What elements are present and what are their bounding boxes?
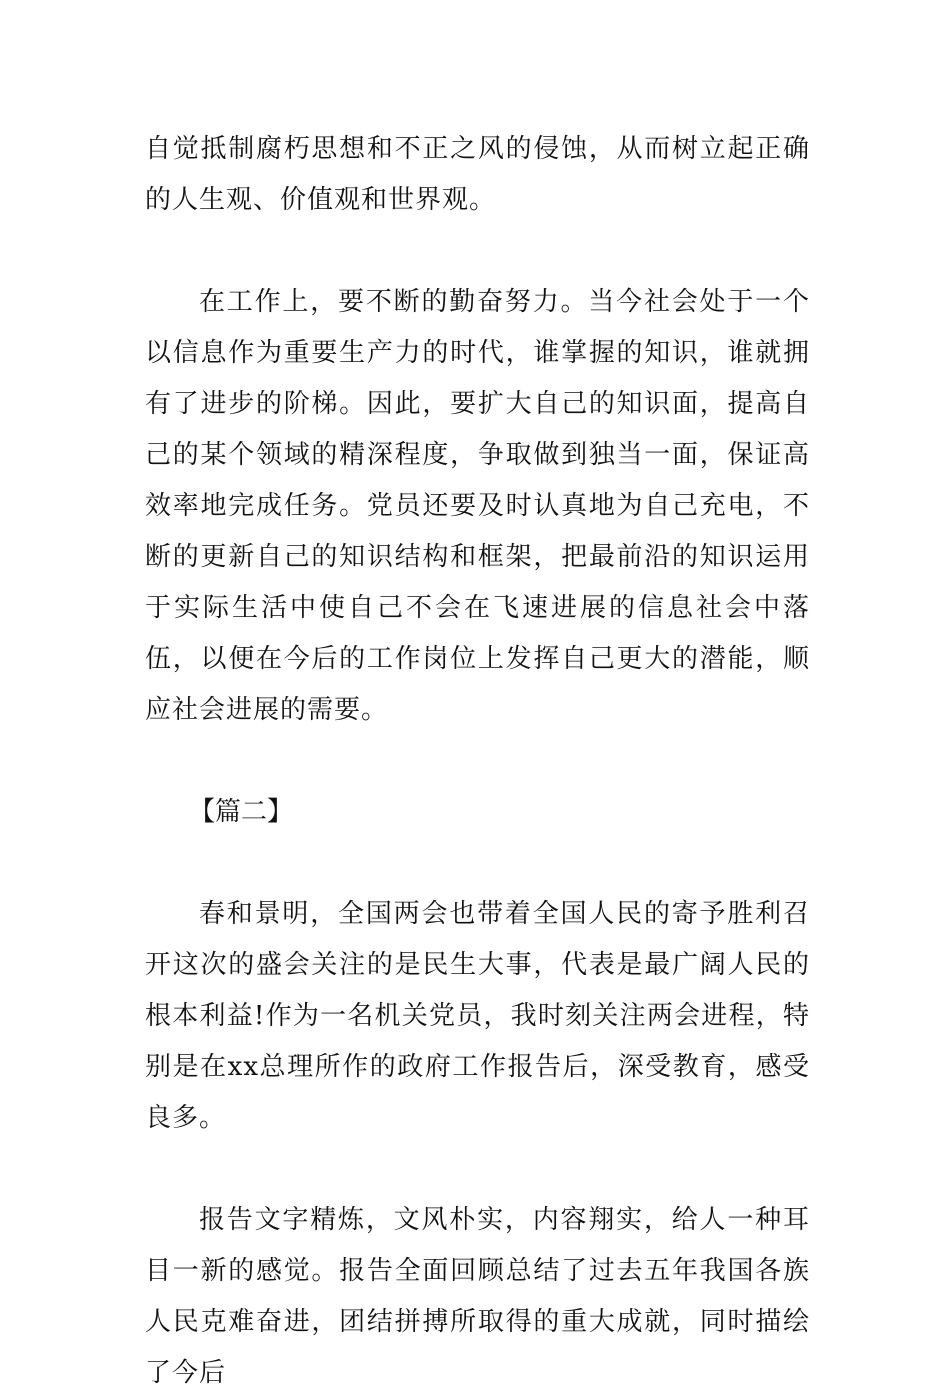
paragraph-gap [145, 1144, 810, 1195]
paragraph-report: 报告文字精炼，文风朴实，内容翔实，给人一种耳目一新的感觉。报告全面回顾总结了过去五年我国各族人民克难奋进，团结拼搏所取得的重大成就，同时描绘了今后 [145, 1205, 810, 1388]
paragraph-work: 在工作上，要不断的勤奋努力。当今社会处于一个以信息作为重要生产力的时代，谁掌握的知识，谁就拥有了进步的阶梯。因此，要扩大自己的知识面，提高自己的某个领域的精深程度，争取做到独当一面，保证高效率地完成任务。党员还要及时认真地为自己充电，不断的更新自己的知识结构和框架，把最前沿的知识运用于实际生活中使自己不会在飞速进展的信息社会中落伍，以便在今后的工作岗位上发挥自己更大的潜能，顺应社会进展的需要。 [145, 287, 810, 725]
document-page [145, 124, 810, 1399]
paragraph-gap [145, 226, 810, 277]
paragraph-continuation: 自觉抵制腐朽思想和不正之风的侵蚀，从而树立起正确的人生观、价值观和世界观。 [145, 134, 810, 215]
section-heading: 【篇二】 [189, 797, 294, 827]
paragraph-gap [145, 736, 810, 787]
paragraph-two-sessions: 春和景明，全国两会也带着全国人民的寄予胜利召开这次的盛会关注的是民生大事，代表是最广阔人民的根本利益!作为一名机关党员，我时刻关注两会进程，特别是在xx总理所作的政府工作报告后，深受教育，感受良多。 [145, 899, 810, 1133]
paragraph-gap [145, 838, 810, 889]
